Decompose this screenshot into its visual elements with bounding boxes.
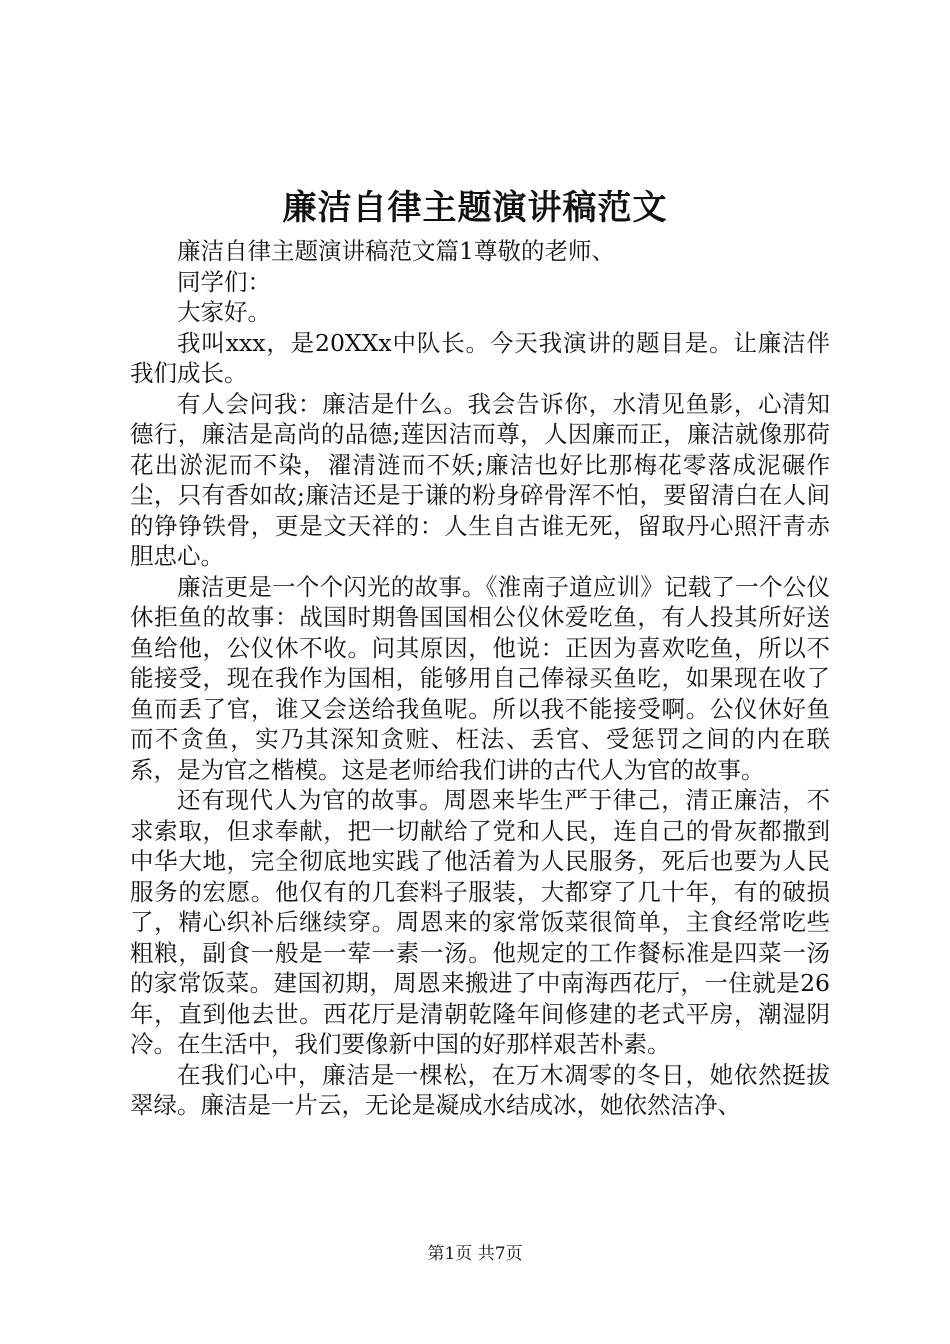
paragraph: 有人会问我：廉洁是什么。我会告诉你，水清见鱼影，心清知德行，廉洁是高尚的品德;莲因洁而尊，人因廉而正，廉洁就像那荷花出淤泥而不染，濯清涟而不妖;廉洁也好比那梅花零落成泥碾作尘，只有香如故;廉洁还是于谦的粉身碎骨浑不怕，要留清白在人间的铮铮铁骨，更是文天祥的：人生自古谁无死，留取丹心照汗青赤胆忠心。 xyxy=(130,389,830,570)
paragraph: 我叫xxx，是20XXx中队长。今天我演讲的题目是。让廉洁伴我们成长。 xyxy=(130,328,830,387)
document-body xyxy=(130,236,830,1121)
page-footer: 第1页 共7页 xyxy=(427,1244,523,1264)
paragraph: 在我们心中，廉洁是一棵松，在万木凋零的冬日，她依然挺拔翠绿。廉洁是一片云，无论是凝成水结成冰，她依然洁净、 xyxy=(130,1060,830,1119)
paragraph: 廉洁更是一个个闪光的故事。《淮南子道应训》记载了一个公仪休拒鱼的故事：战国时期鲁国国相公仪休爱吃鱼，有人投其所好送鱼给他，公仪休不收。问其原因，他说：正因为喜欢吃鱼，所以不能接受，现在我作为国相，能够用自己俸禄买鱼吃，如果现在收了鱼而丢了官，谁又会送给我鱼呢。所以我不能接受啊。公仪休好鱼而不贪鱼，实乃其深知贪赃、枉法、丢官、受惩罚之间的内在联系，是为官之楷模。这是老师给我们讲的古代人为官的故事。 xyxy=(130,572,830,784)
paragraph: 同学们： xyxy=(177,267,271,296)
document-title: 廉洁自律主题演讲稿范文 xyxy=(282,188,668,228)
paragraph: 大家好。 xyxy=(177,298,271,326)
paragraph: 廉洁自律主题演讲稿范文篇1尊敬的老师、 xyxy=(177,237,615,265)
paragraph: 还有现代人为官的故事。周恩来毕生严于律己，清正廉洁，不求索取，但求奉献，把一切献给了党和人民，连自己的骨灰都撒到中华大地，完全彻底地实践了他活着为人民服务，死后也要为人民服务的宏愿。他仅有的几套料子服装，大都穿了几十年，有的破损了，精心织补后继续穿。周恩来的家常饭菜很简单，主食经常吃些粗粮，副食一般是一荤一素一汤。他规定的工作餐标准是四菜一汤的家常饭菜。建国初期，周恩来搬进了中南海西花厅，一住就是26年，直到他去世。西花厅是清朝乾隆年间修建的老式平房，潮湿阴冷。在生活中，我们要像新中国的好那样艰苦朴素。 xyxy=(130,786,830,1058)
